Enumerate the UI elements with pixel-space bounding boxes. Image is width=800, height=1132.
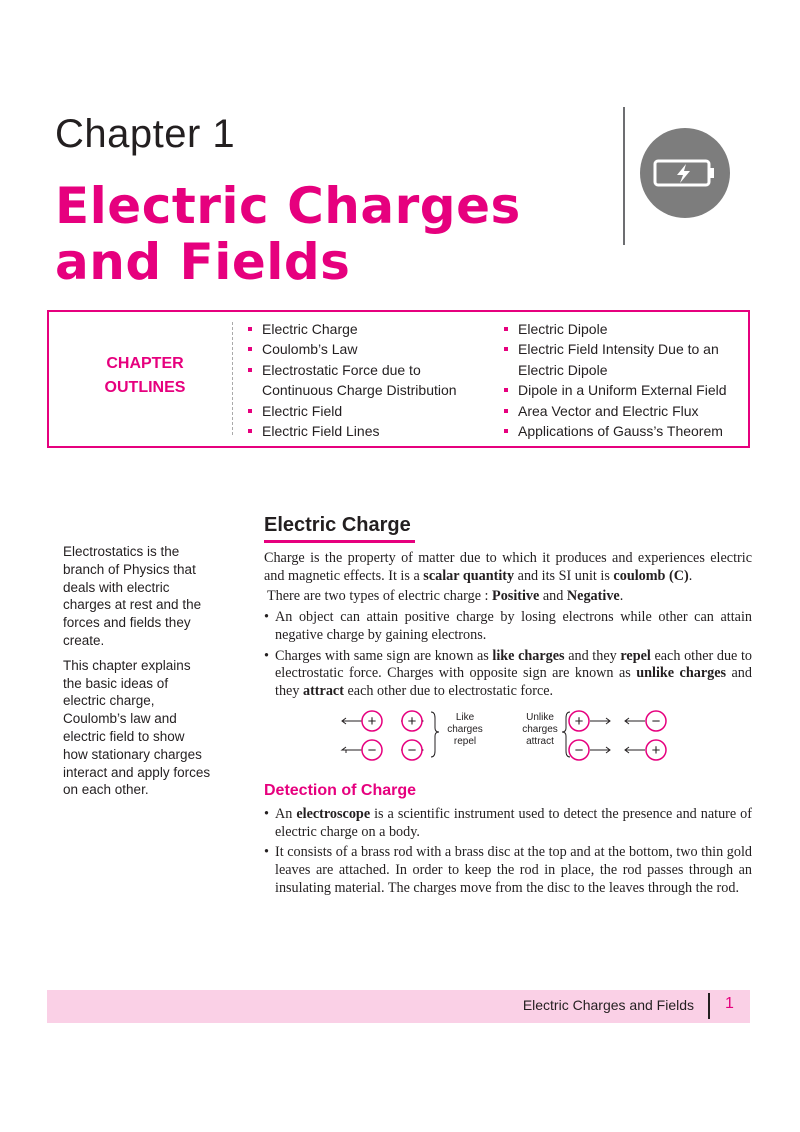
detection-body — [264, 806, 752, 898]
outline-item[interactable]: Electric Field — [248, 401, 493, 421]
bullet-item: • An object can attain positive charge by losing electrons while other can attain negative charge by gaining electrons. — [264, 609, 752, 644]
outline-list-col1 — [248, 319, 493, 441]
header-divider — [623, 107, 625, 245]
charge-sign: − — [574, 742, 584, 759]
footer-divider — [708, 993, 710, 1019]
charge-sign: + — [367, 713, 377, 730]
chapter-badge — [640, 128, 730, 218]
sidebar-intro — [63, 543, 213, 806]
unlike-label-line1: Unlike — [526, 712, 554, 723]
unlike-label-line2: charges — [522, 724, 558, 735]
paragraph-definition: Charge is the property of matter due to which it produces and experiences electric and magnetic effects. It is a scalar quantity and its SI unit is coulomb (C). — [264, 550, 752, 584]
chapter-title-line1: Electric Charges — [55, 177, 521, 235]
outline-item[interactable]: Electric Field Intensity Due to an Electric Dipole — [504, 339, 739, 380]
sidebar-paragraph: This chapter explains the basic ideas of electric charge, Coulomb’s law and electric field to show how stationary charges interact and apply forces on each other. — [63, 657, 211, 798]
chapter-title — [55, 178, 521, 290]
charge-sign: − — [651, 713, 661, 730]
outline-item[interactable]: Electric Charge — [248, 319, 493, 339]
sidebar-paragraph: Electrostatics is the branch of Physics that deals with electric charges at rest and the forces and fields they create. — [63, 544, 202, 648]
outline-item[interactable]: Coulomb’s Law — [248, 339, 493, 359]
charge-sign: − — [367, 742, 377, 759]
bullet-item: • Charges with same sign are known as like charges and they repel each other due to electrostatic force. Charges with opposite sign are known as unlike charges and they attract each other due to electrostatic force. — [264, 648, 752, 701]
like-label-line3: repel — [453, 736, 477, 747]
outline-item[interactable]: Electric Field Lines — [248, 421, 493, 441]
unlike-label-line3: attract — [526, 736, 554, 747]
charge-sign: + — [574, 713, 584, 730]
page-number: 1 — [725, 995, 734, 1012]
outline-item[interactable]: Electric Dipole — [504, 319, 739, 339]
electric-charge-body — [264, 550, 752, 701]
paragraph-types: There are two types of electric charge : Positive and Negative. — [267, 588, 624, 605]
bullet-item: • An electroscope is a scientific instrument used to detect the presence and nature of electric charge on a body. — [264, 806, 752, 841]
charge-sign: + — [407, 713, 417, 730]
chapter-outlines-heading-line1: CHAPTER — [106, 355, 184, 372]
chapter-outlines-heading — [80, 352, 210, 400]
bullet-item: • It consists of a brass rod with a brass disc at the top and at the bottom, two thin gold leaves are attached. In order to keep the rod in place, the rod passes through an insulating material. The charges move from the disc to the leaves through the rod. — [264, 844, 752, 897]
outline-divider — [232, 322, 233, 435]
chapter-label: Chapter 1 — [55, 112, 236, 156]
charge-sign: − — [407, 742, 417, 759]
like-label-line2: charges — [447, 724, 483, 735]
chapter-title-line2: and Fields — [55, 233, 351, 291]
chapter-outlines-heading-line2: OUTLINES — [104, 379, 186, 396]
outline-list-col2 — [504, 319, 739, 441]
like-label-line1: Like — [455, 712, 475, 723]
footer-chapter-title: Electric Charges and Fields — [522, 997, 694, 1013]
charges-interaction-diagram — [330, 704, 690, 768]
outline-item[interactable]: Area Vector and Electric Flux — [504, 401, 739, 421]
battery-charging-icon — [640, 128, 730, 218]
outline-item[interactable]: Applications of Gauss’s Theorem — [504, 421, 739, 441]
section-heading-electric-charge: Electric Charge — [264, 514, 411, 536]
charge-sign: + — [651, 742, 661, 759]
section-heading-detection: Detection of Charge — [264, 782, 417, 799]
outline-item[interactable]: Dipole in a Uniform External Field — [504, 380, 739, 400]
outline-item[interactable]: Electrostatic Force due to Continuous Charge Distribution — [248, 360, 493, 401]
heading-underline — [264, 540, 415, 543]
